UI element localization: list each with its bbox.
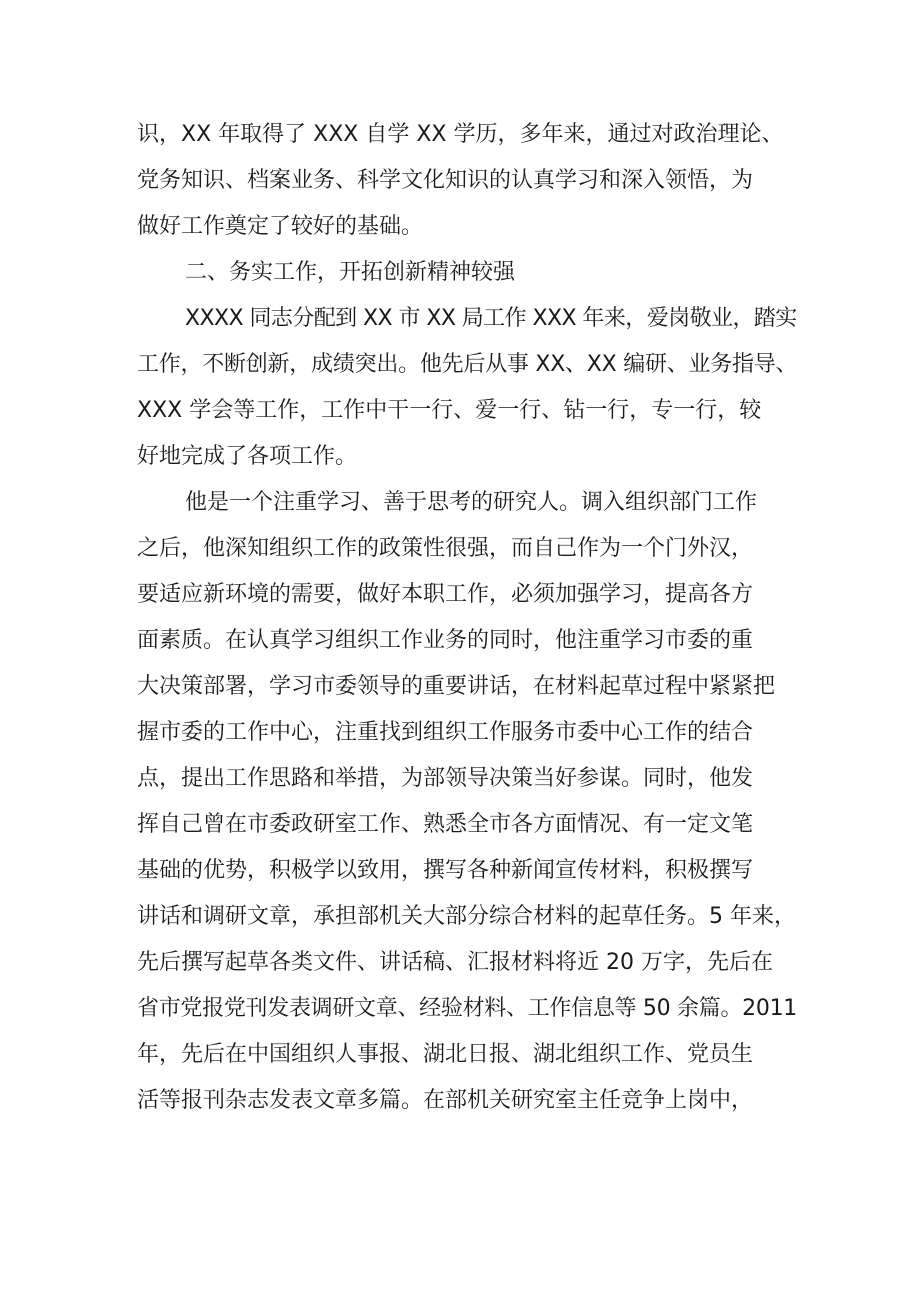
text-line: 二、务实工作，开拓创新精神较强	[185, 260, 516, 285]
text-line: 识，XX 年取得了 XXX 自学 XX 学历，多年来，通过对政治理论、	[137, 122, 784, 147]
text-line: 活等报刊杂志发表文章多篇。在部机关研究室主任竞争上岗中，	[137, 1088, 754, 1113]
text-line: 握市委的工作中心，注重找到组织工作服务市委中心工作的结合	[137, 720, 754, 745]
text-line: 挥自己曾在市委政研室工作、熟悉全市各方面情况、有一定文笔	[137, 812, 754, 837]
text-line: 省市党报党刊发表调研文章、经验材料、工作信息等 50 余篇。2011	[137, 996, 797, 1021]
text-line: XXXX 同志分配到 XX 市 XX 局工作 XXX 年来，爱岗敬业，踏实	[185, 306, 797, 331]
text-line: 他是一个注重学习、善于思考的研究人。调入组织部门工作	[185, 490, 758, 515]
text-line: XXX 学会等工作，工作中干一行、爱一行、钻一行，专一行，较	[137, 398, 762, 423]
text-line: 先后撰写起草各类文件、讲话稿、汇报材料将近 20 万字，先后在	[137, 950, 773, 975]
text-line: 年，先后在中国组织人事报、湖北日报、湖北组织工作、党员生	[137, 1042, 754, 1067]
text-line: 点，提出工作思路和举措，为部领导决策当好参谋。同时，他发	[137, 766, 754, 791]
text-line: 要适应新环境的需要，做好本职工作，必须加强学习，提高各方	[137, 582, 754, 607]
text-line: 之后，他深知组织工作的政策性很强，而自己作为一个门外汉，	[137, 536, 754, 561]
text-line: 好地完成了各项工作。	[137, 444, 358, 469]
text-line: 做好工作奠定了较好的基础。	[137, 214, 424, 239]
text-line: 工作，不断创新，成绩突出。他先后从事 XX、XX 编研、业务指导、	[137, 352, 797, 377]
text-line: 党务知识、档案业务、科学文化知识的认真学习和深入领悟，为	[137, 168, 754, 193]
text-line: 讲话和调研文章，承担部机关大部分综合材料的起草任务。5 年来，	[137, 904, 796, 929]
document-body	[137, 112, 797, 1124]
text-line: 基础的优势，积极学以致用，撰写各种新闻宣传材料，积极撰写	[137, 858, 754, 883]
text-line: 大决策部署，学习市委领导的重要讲话，在材料起草过程中紧紧把	[137, 674, 776, 699]
text-line: 面素质。在认真学习组织工作业务的同时，他注重学习市委的重	[137, 628, 754, 653]
